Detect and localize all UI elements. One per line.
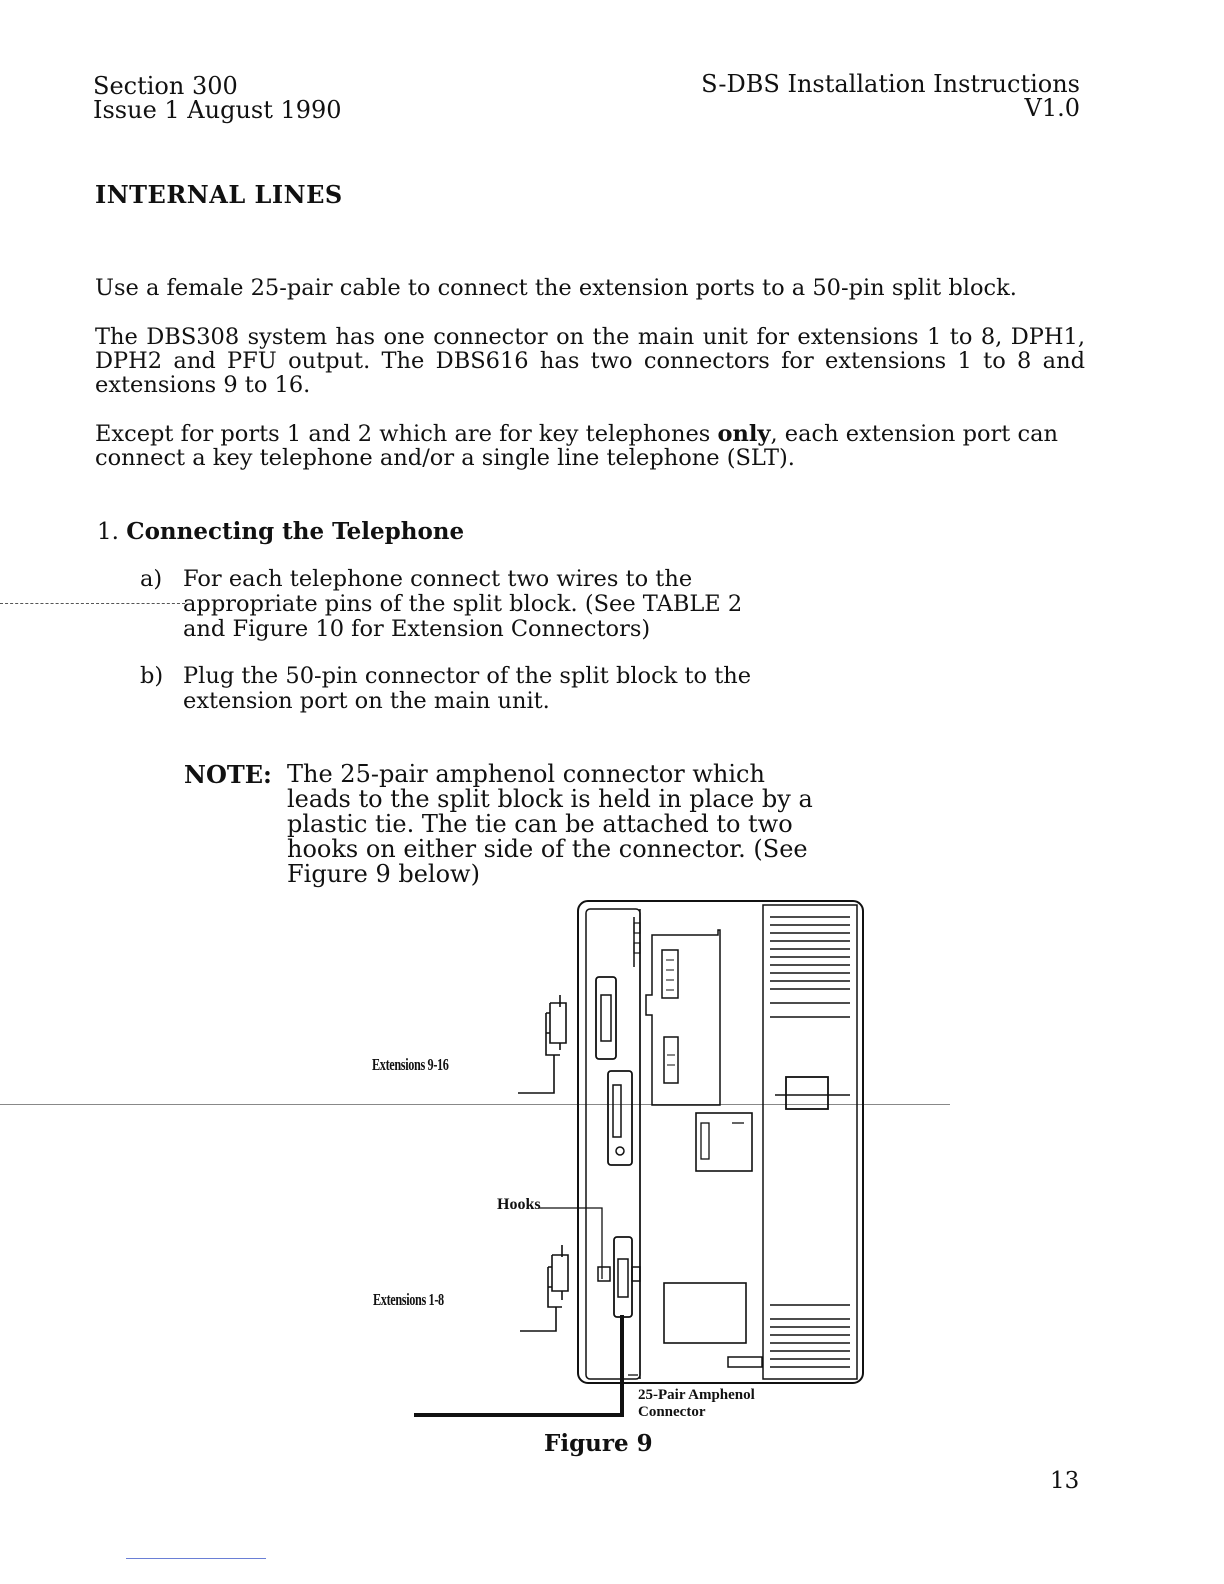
cable-plug-1-8 <box>548 1245 568 1307</box>
connector-9-16 <box>596 977 616 1059</box>
hook-left <box>598 1267 610 1281</box>
note-label: NOTE: <box>184 760 272 789</box>
paragraph-3 <box>95 422 1085 470</box>
lower-module <box>664 1283 746 1343</box>
label-extensions-1-8: Extensions 1-8 <box>373 1290 444 1309</box>
paragraph-3-end: , each extension port can connect a key telephone and/or a single line telephone (SLT). <box>95 421 1058 471</box>
paragraph-2: The DBS308 system has one connector on the main unit for extensions 1 to 8, DPH1, DPH2 and PFU output. The DBS616 has two connectors for extensions 1 to 8 and extensions 9 to 16. <box>95 324 1085 398</box>
label-extensions-9-16: Extensions 9-16 <box>372 1055 449 1074</box>
paragraph-1: Use a female 25-pair cable to connect the extension ports to a 50-pin split block. <box>95 275 1017 301</box>
hook-right <box>632 1267 640 1281</box>
scan-rule <box>0 603 185 604</box>
amphenol-cable <box>414 1315 622 1415</box>
section-title: INTERNAL LINES <box>95 180 343 209</box>
label-amphenol-line1: 25-Pair Amphenol <box>638 1387 755 1403</box>
header-left <box>93 74 342 122</box>
paragraph-3-start: Except for ports 1 and 2 which are for key telephones <box>95 421 718 447</box>
figure-9-diagram <box>400 895 880 1425</box>
label-hooks: Hooks <box>497 1196 541 1213</box>
label-amphenol <box>638 1387 755 1421</box>
scan-rule <box>126 1558 266 1559</box>
connector-1-8 <box>614 1237 632 1317</box>
item-text: Plug the 50-pin connector of the split block to the extension port on the main unit. <box>183 663 752 714</box>
note-text: The 25-pair amphenol connector which leads to the split block is held in place by a plastic tie. The tie can be attached to two hooks on either side of the connector. (See Figure 9 below) <box>287 760 813 888</box>
step-title: Connecting the Telephone <box>126 518 465 545</box>
page-number: 13 <box>1050 1468 1080 1494</box>
section-label: Section 300 <box>93 72 238 100</box>
step-heading <box>97 518 464 545</box>
item-label: b) <box>140 663 164 689</box>
paragraph-3-emphasis: only <box>717 421 771 447</box>
upper-board <box>646 930 720 1105</box>
indicator-window <box>786 1077 828 1109</box>
doc-title: S-DBS Installation Instructions <box>701 70 1080 98</box>
header-right <box>701 72 1080 120</box>
version-label: V1.0 <box>1024 94 1080 122</box>
figure-caption: Figure 9 <box>544 1430 653 1457</box>
step-number: 1. <box>97 519 119 545</box>
mid-module <box>696 1113 752 1171</box>
vent-slots <box>770 917 850 1367</box>
item-text: For each telephone connect two wires to the appropriate pins of the split block. (See TABLE 2 and Figure 10 for Extension Connectors) <box>183 566 743 642</box>
label-amphenol-line2: Connector <box>638 1404 706 1420</box>
issue-label: Issue 1 August 1990 <box>93 96 342 124</box>
cable-plug-9-16 <box>546 995 566 1055</box>
vent-panel <box>763 905 857 1379</box>
item-label: a) <box>140 566 163 592</box>
